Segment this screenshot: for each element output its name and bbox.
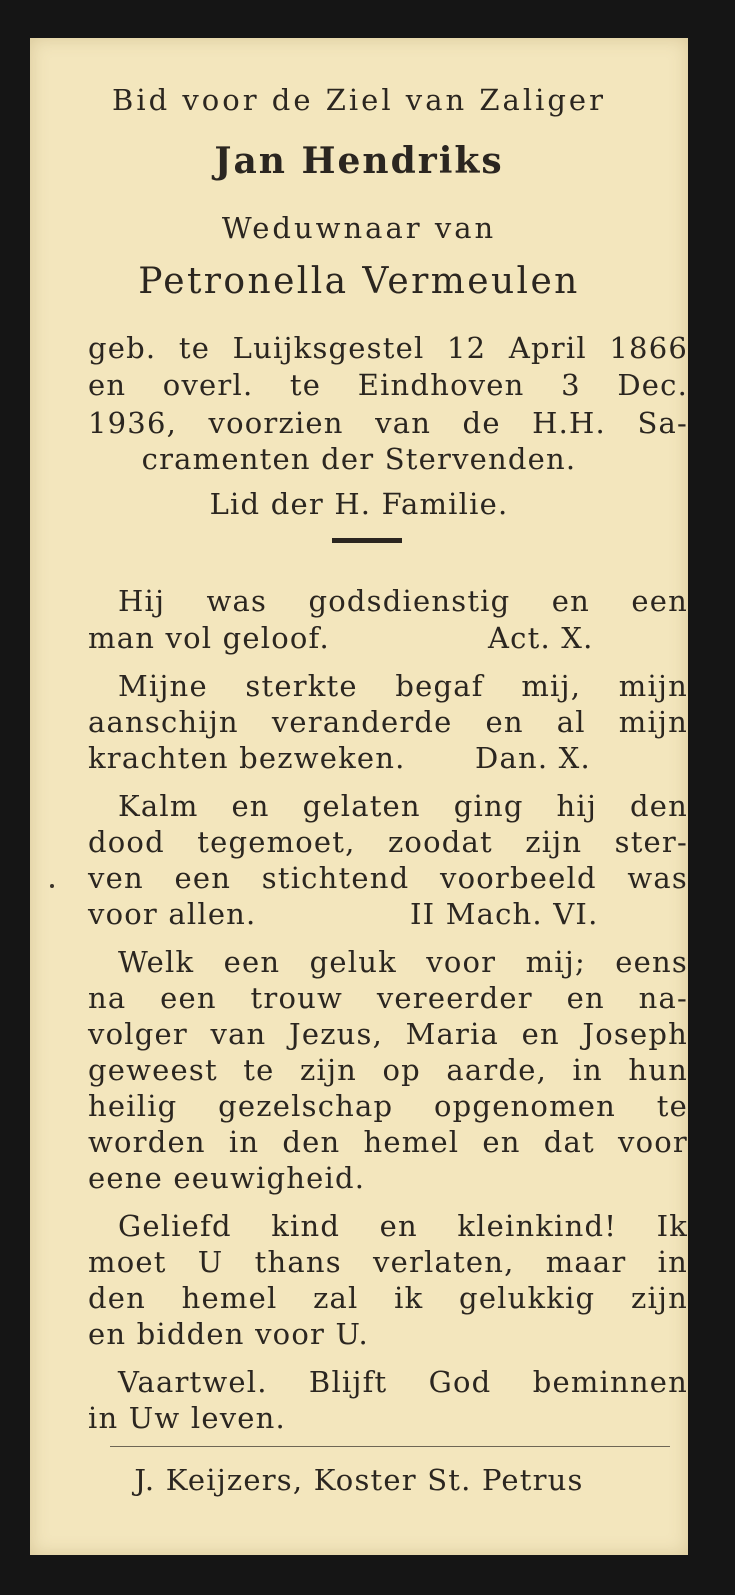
- verse-line: ven een stichtend voorbeeld was: [88, 861, 688, 895]
- verse-line: geweest te zijn op aarde, in hun: [88, 1053, 688, 1087]
- verse-line: Kalm en gelaten ging hij den: [118, 789, 688, 823]
- verse-line: Geliefd kind en kleinkind! Ik: [118, 1209, 688, 1243]
- spouse-name: Petronella Vermeulen: [138, 261, 580, 302]
- membership-line: Lid der H. Familie.: [209, 487, 509, 521]
- verse-line: na een trouw vereerder en na-: [88, 981, 688, 1015]
- verse-line: volger van Jezus, Maria en Joseph: [88, 1017, 688, 1051]
- verse-reference: II Mach. VI.: [410, 897, 599, 931]
- biography-line: en overl. te Eindhoven 3 Dec.: [88, 368, 688, 402]
- printer-credit: J. Keijzers, Koster St. Petrus: [134, 1463, 584, 1497]
- verse-line: Hij was godsdienstig en een: [118, 584, 688, 618]
- verse-line: Welk een geluk voor mij; eens: [118, 945, 688, 979]
- intro-line: Bid voor de Ziel van Zaliger: [112, 83, 606, 117]
- verse-line: en bidden voor U.: [88, 1317, 369, 1351]
- verse-line: Mijne sterkte begaf mij, mijn: [118, 669, 688, 703]
- verse-reference: Dan. X.: [475, 741, 591, 775]
- biography-line: cramenten der Stervenden.: [141, 442, 577, 476]
- ink-speck: [50, 884, 54, 888]
- verse-line: den hemel zal ik gelukkig zijn: [88, 1281, 688, 1315]
- verse-line: aanschijn veranderde en al mijn: [88, 705, 688, 739]
- verse-line: eene eeuwigheid.: [88, 1161, 366, 1195]
- verse-line: moet U thans verlaten, maar in: [88, 1245, 688, 1279]
- verse-line: voor allen.: [88, 897, 257, 931]
- verse-line: heilig gezelschap opgenomen te: [88, 1089, 688, 1123]
- verse-line: man vol geloof.: [88, 621, 330, 655]
- relation-line: Weduwnaar van: [221, 211, 497, 245]
- biography-line: 1936, voorzien van de H.H. Sa-: [88, 406, 688, 440]
- verse-line: in Uw leven.: [88, 1401, 286, 1435]
- verse-line: Vaartwel. Blijft God beminnen: [118, 1365, 688, 1399]
- biography-line: geb. te Luijksgestel 12 April 1866: [88, 331, 688, 365]
- verse-reference: Act. X.: [488, 621, 594, 655]
- verse-line: krachten bezweken.: [88, 741, 406, 775]
- memorial-card: [30, 38, 688, 1555]
- deceased-name: Jan Hendriks: [214, 140, 504, 182]
- verse-line: worden in den hemel en dat voor: [88, 1125, 688, 1159]
- footer-rule: [110, 1446, 670, 1447]
- divider: [332, 538, 402, 543]
- verse-line: dood tegemoet, zoodat zijn ster-: [88, 825, 688, 859]
